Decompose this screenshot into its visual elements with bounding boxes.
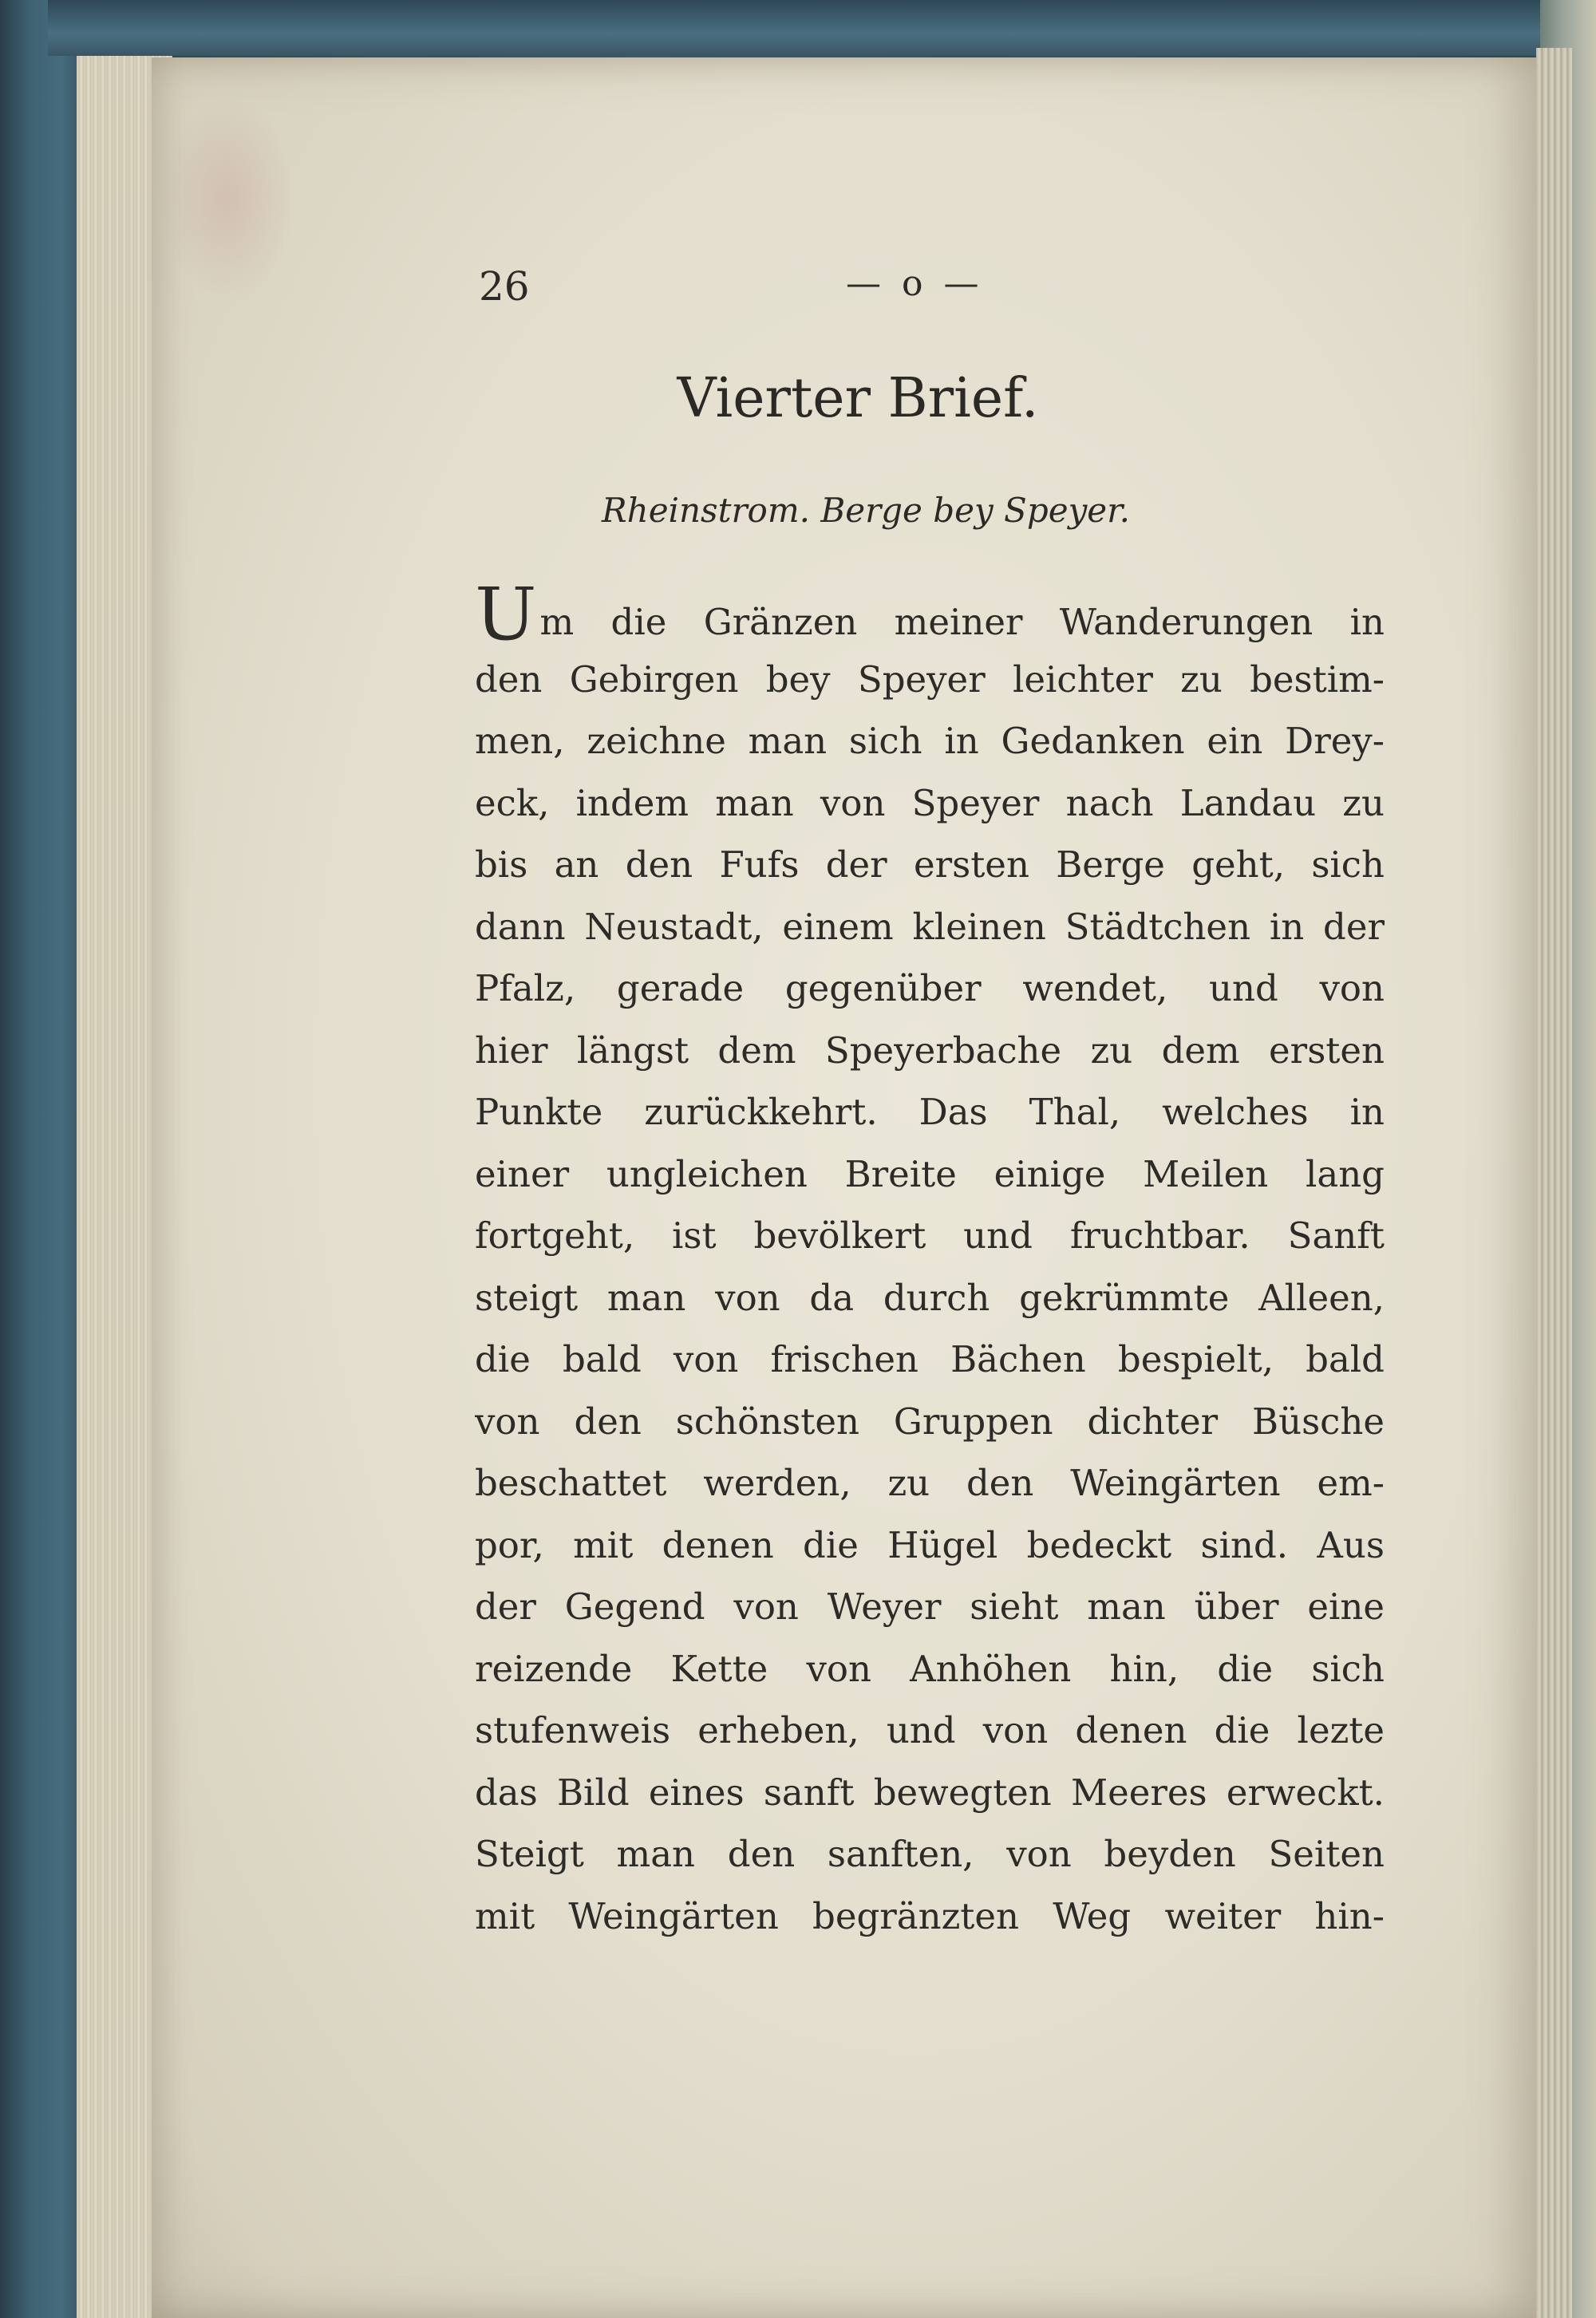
text-line: por, mit denen die Hügel bedeckt sind. Aus <box>475 1523 1385 1566</box>
text-line: dann Neustadt, einem kleinen Städtchen in der <box>475 905 1385 948</box>
text-line: Punkte zurückkehrt. Das Thal, welches in <box>475 1091 1385 1133</box>
text-line: die bald von frischen Bächen bespielt, bald <box>475 1338 1385 1380</box>
text-line: reizende Kette von Anhöhen hin, die sich <box>475 1647 1385 1690</box>
text-line: bis an den Fufs der ersten Berge geht, sich <box>475 843 1385 886</box>
text-line: das Bild eines sanft bewegten Meeres erweckt. <box>475 1771 1385 1814</box>
header-ornament: — o — <box>846 263 984 304</box>
drop-cap: U <box>475 586 537 649</box>
running-header <box>479 263 1117 319</box>
book-cover-top <box>48 0 1564 56</box>
text-line: einer ungleichen Breite einige Meilen lang <box>475 1152 1385 1195</box>
book-cover-left <box>0 0 88 2318</box>
body-text <box>475 586 1385 1947</box>
text-line: stufenweis erheben, und von denen die lezte <box>475 1709 1385 1751</box>
text-line: steigt man von da durch gekrümmte Alleen, <box>475 1276 1385 1319</box>
text-line: Pfalz, gerade gegenüber wendet, und von <box>475 967 1385 1009</box>
page-number: 26 <box>479 263 530 310</box>
text-line: der Gegend von Weyer sieht man über eine <box>475 1585 1385 1628</box>
text-line: Steigt man den sanften, von beyden Seiten <box>475 1833 1385 1875</box>
page-stain <box>160 96 295 303</box>
letter-title: Vierter Brief. <box>677 367 1039 430</box>
text-line: fortgeht, ist bevölkert und fruchtbar. Sanft <box>475 1214 1385 1257</box>
text-line: hier längst dem Speyerbache zu dem ersten <box>475 1029 1385 1072</box>
text-line: von den schönsten Gruppen dichter Büsche <box>475 1400 1385 1443</box>
text-line <box>475 586 1385 649</box>
first-line-text: m die Gränzen meiner Wanderungen in <box>539 601 1385 643</box>
text-line: eck, indem man von Speyer nach Landau zu <box>475 781 1385 824</box>
text-line: den Gebirgen bey Speyer leichter zu bestim- <box>475 657 1385 701</box>
text-line: men, zeichne man sich in Gedanken ein Drey- <box>475 720 1385 762</box>
text-line: beschattet werden, zu den Weingärten em- <box>475 1462 1385 1504</box>
letter-subtitle: Rheinstrom. Berge bey Speyer. <box>602 491 1130 530</box>
text-line: mit Weingärten begränzten Weg weiter hin- <box>475 1894 1385 1937</box>
